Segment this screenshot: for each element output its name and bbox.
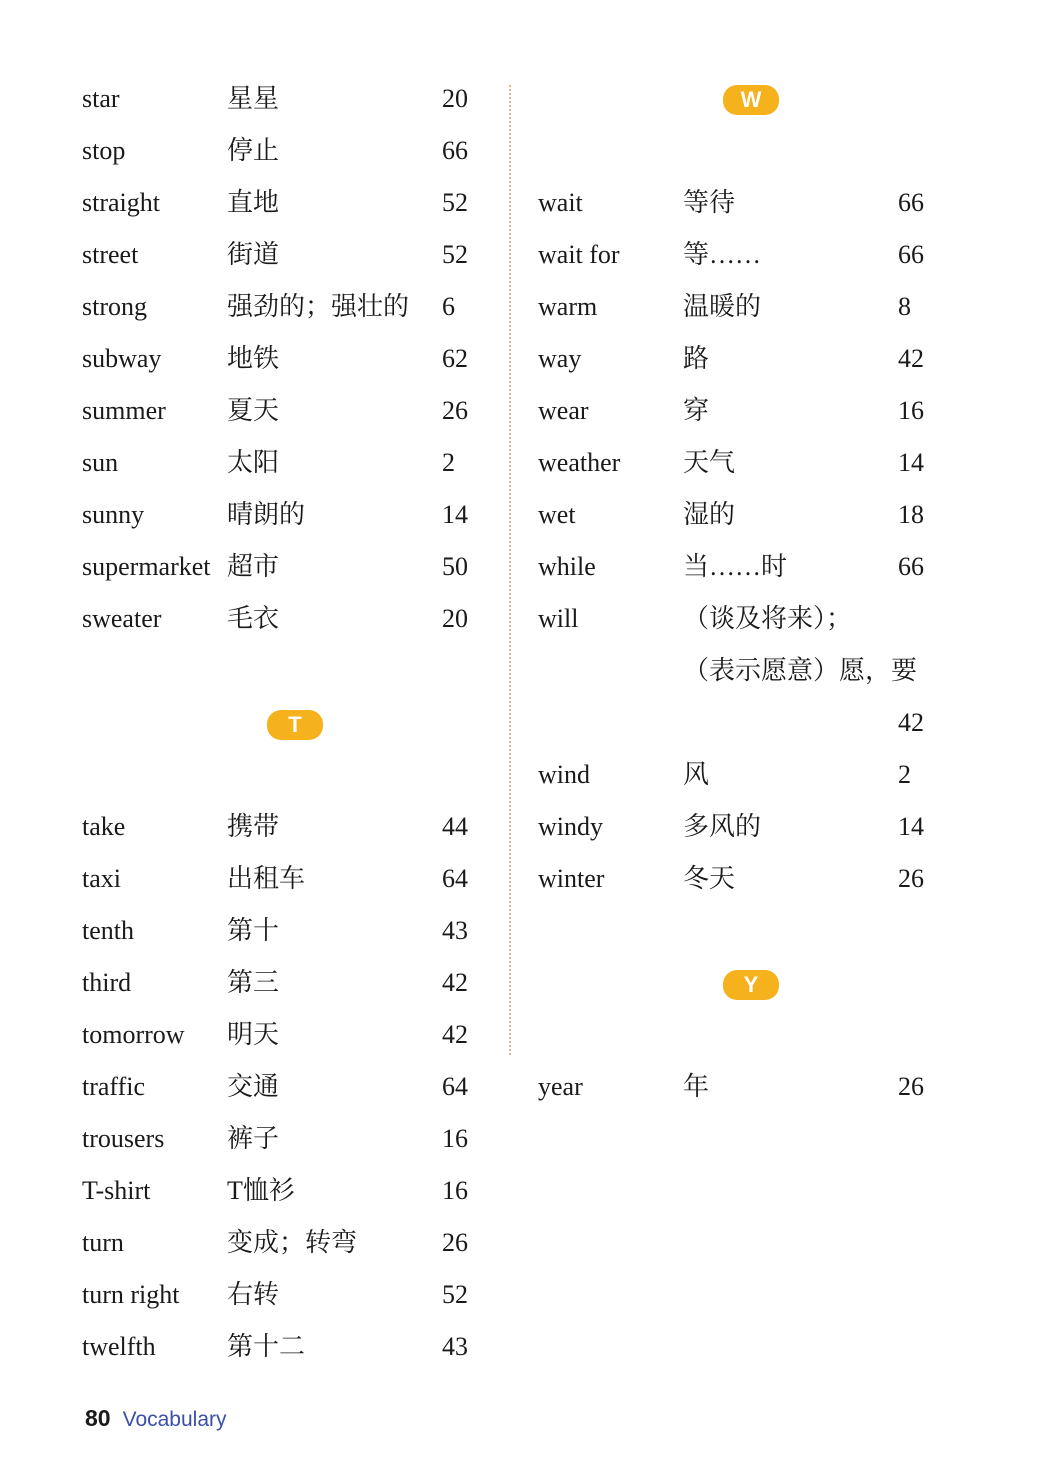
vocab-translation: 穿 [683, 396, 710, 425]
vocab-row [538, 229, 958, 281]
vocab-page: 50 [442, 552, 468, 581]
vocab-word: weather [538, 448, 621, 477]
vocab-translation: T恤衫 [227, 1176, 295, 1205]
vocab-translation: 变成；转弯 [227, 1228, 358, 1257]
vocab-translation: 当……时 [683, 552, 788, 581]
letter-badge-y: Y [723, 970, 779, 1000]
vocab-word: year [538, 1072, 583, 1101]
vocab-page: 2 [442, 448, 455, 477]
vocab-page: 52 [442, 240, 468, 269]
vocab-row [82, 125, 502, 177]
vocab-word: third [82, 968, 132, 997]
vocab-row [82, 801, 502, 853]
vocab-word: trousers [82, 1124, 165, 1153]
vocab-translation: 星星 [227, 84, 280, 113]
vocab-row [538, 489, 958, 541]
vocab-row [82, 281, 502, 333]
vocab-word: way [538, 344, 582, 373]
vocab-translation: （表示愿意）愿，要 [683, 656, 918, 685]
vocab-page: 8 [898, 292, 911, 321]
page-footer [85, 1402, 227, 1434]
vocab-word: supermarket [82, 552, 211, 581]
vocab-translation: 直地 [227, 188, 280, 217]
vocab-translation: 出租车 [227, 864, 306, 893]
vocab-word: summer [82, 396, 166, 425]
vocab-row [82, 229, 502, 281]
vocab-translation: 裤子 [227, 1124, 280, 1153]
vocab-page: 52 [442, 1280, 468, 1309]
vocab-translation: 天气 [683, 448, 736, 477]
vocab-translation: 太阳 [227, 448, 280, 477]
vocab-page: 16 [442, 1176, 468, 1205]
vocab-row [538, 749, 958, 801]
vocab-word: T-shirt [82, 1176, 151, 1205]
vocab-word: wind [538, 760, 590, 789]
vocab-translation: （谈及将来）； [683, 604, 853, 633]
vocab-translation: 等待 [683, 188, 736, 217]
vocab-word: street [82, 240, 139, 269]
vocab-word: sun [82, 448, 119, 477]
letter-badge-w: W [723, 85, 779, 115]
vocab-word: twelfth [82, 1332, 156, 1361]
vocab-page: 14 [898, 812, 924, 841]
vocab-translation: 第十 [227, 916, 280, 945]
vocab-word: wait [538, 188, 583, 217]
vocab-word: while [538, 552, 596, 581]
vocab-row [82, 541, 502, 593]
vocab-page: 2 [898, 760, 911, 789]
vocab-word: take [82, 812, 126, 841]
column-divider [509, 85, 511, 1055]
vocab-page: 44 [442, 812, 468, 841]
vocab-translation: 交通 [227, 1072, 280, 1101]
vocab-word: subway [82, 344, 162, 373]
vocab-translation: 携带 [227, 812, 280, 841]
vocab-row [538, 281, 958, 333]
vocab-row [82, 593, 502, 645]
vocab-word: wet [538, 500, 576, 529]
vocab-word: traffic [82, 1072, 146, 1101]
vocab-word: strong [82, 292, 147, 321]
vocab-translation: 风 [683, 760, 710, 789]
vocab-row [82, 1113, 502, 1165]
vocab-row [82, 73, 502, 125]
vocab-translation: 湿的 [683, 500, 736, 529]
vocab-row [538, 645, 958, 697]
vocab-translation: 等…… [683, 240, 762, 269]
vocab-row [538, 697, 958, 749]
vocab-word: winter [538, 864, 605, 893]
page-number: 80 [85, 1405, 111, 1431]
section-label: Vocabulary [122, 1408, 227, 1431]
vocab-word: straight [82, 188, 160, 217]
vocab-page: 26 [442, 396, 468, 425]
vocab-row [82, 1009, 502, 1061]
vocab-word: sunny [82, 500, 145, 529]
vocab-row [538, 177, 958, 229]
vocab-row [82, 957, 502, 1009]
vocab-word: sweater [82, 604, 162, 633]
vocab-page: 42 [898, 344, 924, 373]
vocab-translation: 温暖的 [683, 292, 762, 321]
letter-badge-t: T [267, 710, 323, 740]
vocab-page: 18 [898, 500, 924, 529]
vocab-page: 52 [442, 188, 468, 217]
vocab-row [538, 333, 958, 385]
vocab-row [82, 1321, 502, 1373]
vocab-word: star [82, 84, 120, 113]
vocab-row [82, 905, 502, 957]
vocab-page: 26 [442, 1228, 468, 1257]
vocab-translation: 第十二 [227, 1332, 306, 1361]
vocab-row [82, 1217, 502, 1269]
vocab-translation: 年 [683, 1072, 710, 1101]
vocab-row [82, 1061, 502, 1113]
vocab-translation: 超市 [227, 552, 280, 581]
vocab-word: will [538, 604, 579, 633]
vocab-translation: 晴朗的 [227, 500, 306, 529]
vocab-page: 26 [898, 864, 924, 893]
vocab-row [82, 177, 502, 229]
vocab-word: windy [538, 812, 603, 841]
vocab-row [538, 853, 958, 905]
vocab-page: 42 [442, 968, 468, 997]
vocab-page: 66 [898, 188, 924, 217]
vocab-page: 62 [442, 344, 468, 373]
vocab-translation: 右转 [227, 1280, 280, 1309]
vocab-row [82, 1165, 502, 1217]
vocab-row [82, 385, 502, 437]
vocab-page: 64 [442, 864, 468, 893]
vocab-word: stop [82, 136, 126, 165]
vocab-row [82, 437, 502, 489]
vocab-page: 26 [898, 1072, 924, 1101]
vocab-word: tomorrow [82, 1020, 185, 1049]
vocab-translation: 停止 [227, 136, 280, 165]
vocab-page: 66 [898, 240, 924, 269]
vocab-translation: 强劲的；强壮的 [227, 292, 410, 321]
vocab-word: wear [538, 396, 589, 425]
vocab-page: 14 [898, 448, 924, 477]
vocab-page: 64 [442, 1072, 468, 1101]
vocab-page: 42 [898, 708, 924, 737]
vocab-translation: 毛衣 [227, 604, 280, 633]
vocab-page: 16 [442, 1124, 468, 1153]
vocab-translation: 街道 [227, 240, 280, 269]
vocab-row [538, 1061, 958, 1113]
vocab-translation: 多风的 [683, 812, 762, 841]
vocab-row [82, 853, 502, 905]
vocab-page: 14 [442, 500, 468, 529]
vocab-translation: 第三 [227, 968, 280, 997]
vocab-row [538, 385, 958, 437]
vocab-row [538, 801, 958, 853]
vocab-page: 43 [442, 916, 468, 945]
vocab-translation: 地铁 [227, 344, 280, 373]
vocab-word: taxi [82, 864, 121, 893]
vocab-translation: 夏天 [227, 396, 280, 425]
vocab-row [538, 593, 958, 645]
vocab-row [82, 489, 502, 541]
vocab-translation: 路 [683, 344, 710, 373]
vocab-word: turn right [82, 1280, 180, 1309]
vocab-page: 66 [442, 136, 468, 165]
vocab-page: 20 [442, 604, 468, 633]
vocab-word: tenth [82, 916, 134, 945]
vocab-page: 42 [442, 1020, 468, 1049]
vocab-translation: 冬天 [683, 864, 736, 893]
vocab-page: 20 [442, 84, 468, 113]
vocab-word: turn [82, 1228, 124, 1257]
vocab-row [538, 541, 958, 593]
vocab-translation: 明天 [227, 1020, 280, 1049]
vocab-word: warm [538, 292, 598, 321]
vocab-page: 43 [442, 1332, 468, 1361]
vocab-row [82, 1269, 502, 1321]
vocab-page: 6 [442, 292, 455, 321]
vocab-page: 16 [898, 396, 924, 425]
vocab-word: wait for [538, 240, 620, 269]
vocab-page: 66 [898, 552, 924, 581]
vocab-row [82, 333, 502, 385]
vocab-row [538, 437, 958, 489]
